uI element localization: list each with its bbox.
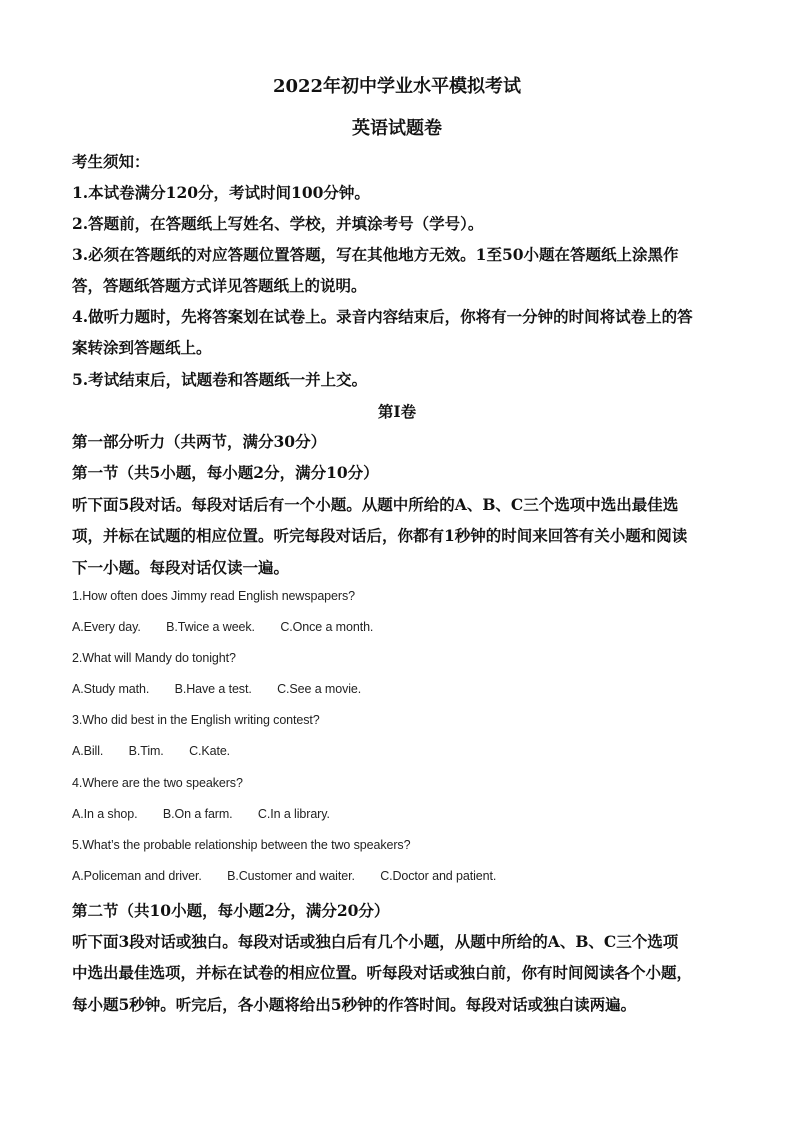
instruction-line: 3.必须在答题纸的对应答题位置答题，写在其他地方无效。1至50小题在答题纸上涂黑作 <box>72 245 679 264</box>
exam-subtitle: 英语试题卷 <box>352 118 442 139</box>
option-c[interactable]: C.Once a month. <box>280 620 374 634</box>
option-a[interactable]: A.Every day. <box>72 620 141 634</box>
option-a[interactable]: A.In a shop. <box>72 807 138 821</box>
option-b[interactable]: B.Customer and waiter. <box>227 869 355 883</box>
option-b[interactable]: B.On a farm. <box>162 807 233 821</box>
instruction-line: 答，答题纸答题方式详见答题纸上的说明。 <box>72 276 367 295</box>
options-5 <box>72 869 732 883</box>
option-a[interactable]: A.Bill. <box>72 744 104 758</box>
instruction-line: 5.考试结束后，试题卷和答题纸一并上交。 <box>72 370 368 389</box>
options-3 <box>72 744 732 758</box>
options-4 <box>72 807 732 821</box>
question-5: 5.What’s the probable relationship between the two speakers? <box>72 838 411 852</box>
question-2: 2.What will Mandy do tonight? <box>72 651 236 665</box>
option-b[interactable]: B.Twice a week. <box>166 620 255 634</box>
option-b[interactable]: B.Have a test. <box>174 682 252 696</box>
option-c[interactable]: C.Doctor and patient. <box>380 869 497 883</box>
option-c[interactable]: C.In a library. <box>257 807 330 821</box>
instruction-line: 2.答题前，在答题纸上写姓名、学校，并填涂考号（学号）。 <box>72 214 484 233</box>
option-a[interactable]: A.Study math. <box>72 682 150 696</box>
options-2 <box>72 682 732 696</box>
option-c[interactable]: C.See a movie. <box>277 682 362 696</box>
instruction-line: 4.做听力题时，先将答案划在试卷上。录音内容结束后，你将有一分钟的时间将试卷上的答 <box>72 307 693 326</box>
volume-label: 第I卷 <box>377 402 417 421</box>
section1-directions: 下一小题。每段对话仅读一遍。 <box>72 558 290 577</box>
section1-heading: 第一节（共5小题，每小题2分，满分10分） <box>72 463 379 482</box>
section2-heading: 第二节（共10小题，每小题2分，满分20分） <box>72 901 390 920</box>
option-a[interactable]: A.Policeman and driver. <box>72 869 202 883</box>
question-3: 3.Who did best in the English writing contest? <box>72 713 320 727</box>
section2-directions: 听下面3段对话或独白。每段对话或独白后有几个小题，从题中所给的A、B、C三个选项 <box>72 932 679 951</box>
section2-directions: 中选出最佳选项，并标在试卷的相应位置。听每段对话或独白前，你有时间阅读各个小题， <box>72 963 693 982</box>
instruction-line: 案转涂到答题纸上。 <box>72 338 212 357</box>
section1-directions: 听下面5段对话。每段对话后有一个小题。从题中所给的A、B、C三个选项中选出最佳选 <box>72 495 679 514</box>
instruction-line: 1.本试卷满分120分，考试时间100分钟。 <box>72 183 370 202</box>
section1-directions: 项，并标在试题的相应位置。听完每段对话后，你都有1秒钟的时间来回答有关小题和阅读 <box>72 526 688 545</box>
options-1 <box>72 620 732 634</box>
question-1: 1.How often does Jimmy read English newspapers? <box>72 589 355 603</box>
part1-heading: 第一部分听力（共两节，满分30分） <box>72 432 327 451</box>
section2-directions: 每小题5秒钟。听完后，各小题将给出5秒钟的作答时间。每段对话或独白读两遍。 <box>72 995 637 1014</box>
exam-title: 2022年初中学业水平模拟考试 <box>272 76 522 97</box>
instructions-heading: 考生须知： <box>72 152 150 171</box>
question-4: 4.Where are the two speakers? <box>72 776 243 790</box>
option-c[interactable]: C.Kate. <box>189 744 231 758</box>
option-b[interactable]: B.Tim. <box>128 744 164 758</box>
